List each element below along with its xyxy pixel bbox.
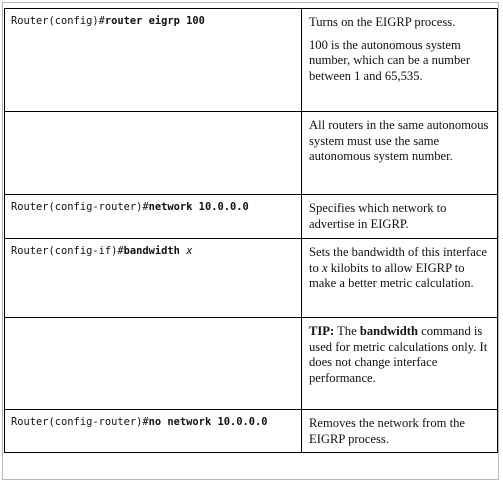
command-cell — [5, 9, 302, 112]
command-cell — [5, 239, 302, 318]
description-text-part: Sets the bandwidth of this interface to — [309, 245, 488, 275]
command-keyword: bandwidth — [123, 245, 180, 257]
description-text: Turns on the EIGRP process. — [309, 15, 456, 29]
command-keyword: router eigrp 100 — [104, 15, 205, 27]
description-cell — [302, 410, 498, 453]
table-row — [5, 112, 498, 195]
description-text: 100 is the autonomous system number, which can be a number between 1 and 65,535. — [309, 37, 471, 83]
command-keyword: no network 10.0.0.0 — [148, 416, 268, 428]
tip-label: TIP: — [309, 324, 335, 338]
command-table — [4, 8, 498, 453]
description-cell — [302, 9, 498, 112]
table-row — [5, 195, 498, 239]
table-row — [5, 9, 498, 112]
description-cell — [302, 195, 498, 239]
description-cell — [302, 318, 498, 410]
command-prompt: Router(config-router)# — [11, 201, 149, 213]
table-row — [5, 239, 498, 318]
description-text: Specifies which network to advertise in EIGRP. — [309, 201, 447, 231]
command-keyword: network 10.0.0.0 — [148, 201, 249, 213]
command-cell — [5, 410, 302, 453]
command-cell — [5, 195, 302, 239]
command-argument: x — [186, 245, 193, 257]
description-cell — [302, 239, 498, 318]
description-cell — [302, 112, 498, 195]
description-text-part: kilobits to allow EIGRP to make a better metric calculation. — [309, 260, 474, 291]
tip-text-part: command is used for metric calculations only. It does not change interface performance. — [309, 324, 488, 385]
tip-text — [309, 324, 491, 386]
description-text — [309, 245, 491, 292]
description-text: All routers in the same autonomous system must use the same autonomous system number. — [309, 118, 489, 164]
command-prompt: Router(config)# — [11, 15, 105, 27]
tip-command: bandwidth — [359, 324, 418, 338]
command-cell — [5, 112, 302, 195]
command-prompt: Router(config-router)# — [11, 416, 149, 428]
command-prompt: Router(config-if)# — [11, 245, 124, 257]
tip-text-part: The — [334, 324, 360, 338]
table-row — [5, 318, 498, 410]
command-cell — [5, 318, 302, 410]
description-text: Removes the network from the EIGRP process. — [309, 416, 465, 446]
table-row — [5, 410, 498, 453]
description-variable: x — [321, 260, 328, 275]
